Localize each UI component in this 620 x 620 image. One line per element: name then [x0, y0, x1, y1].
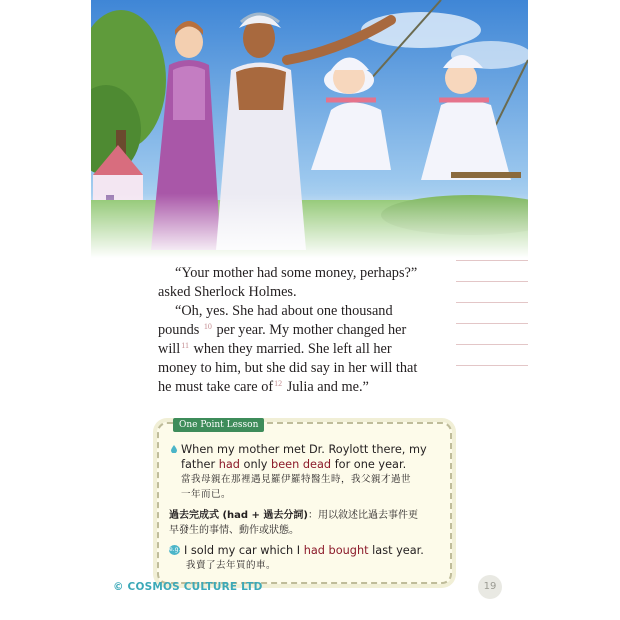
story-line: “Oh, yes. She had about one thousand	[175, 303, 393, 319]
footnote-marker: 12	[274, 379, 283, 388]
translation-line: 一年而已。	[181, 489, 232, 500]
story-paragraph-1	[158, 264, 448, 302]
story-text	[158, 264, 448, 397]
story-line: per year. My mother changed her	[216, 322, 407, 338]
note-line	[456, 281, 528, 282]
note-line	[456, 323, 528, 324]
footnote-marker: 10	[203, 322, 212, 331]
highlight-text: been dead	[271, 458, 332, 471]
lesson-content	[169, 442, 442, 573]
lesson-badge: One Point Lesson	[173, 418, 264, 432]
footnote-marker: 11	[181, 341, 189, 350]
lesson-example-1	[169, 442, 442, 502]
copyright-notice: © COSMOS CULTURE LTD	[113, 581, 263, 593]
example-text: last year.	[372, 544, 424, 557]
story-line: will	[158, 341, 181, 357]
translation-line: 我賣了去年買的車。	[186, 560, 277, 571]
example-text: only	[243, 458, 268, 471]
grammar-heading: 過去完成式 (had + 過去分詞)	[169, 510, 308, 521]
story-paragraph-2	[158, 302, 448, 397]
grammar-text: ：用以敘述比過去事件更	[308, 510, 418, 521]
page-number: 19	[478, 575, 502, 599]
water-drop-icon	[171, 445, 177, 453]
story-line: “Your mother had some money, perhaps?”	[175, 265, 418, 281]
example-icon: e.g.	[169, 546, 181, 553]
one-point-lesson-box	[157, 422, 452, 584]
story-line: Julia and me.”	[286, 379, 369, 395]
story-line: asked Sherlock Holmes.	[158, 284, 297, 300]
example-text: I sold my car which I	[184, 544, 301, 557]
note-lines	[456, 260, 528, 386]
note-line	[456, 302, 528, 303]
highlight-text: had bought	[303, 544, 369, 557]
story-illustration	[91, 0, 528, 258]
illustration-art	[91, 0, 528, 258]
note-line	[456, 365, 528, 366]
translation-line: 當我母親在那裡遇見羅伊羅特醫生時，我父親才過世	[181, 474, 412, 485]
grammar-text: 早發生的事情、動作或狀態。	[169, 525, 299, 536]
story-line: when they married. She left all her	[193, 341, 392, 357]
example-text: When my mother met Dr. Roylott there, my father	[181, 443, 427, 471]
lesson-example-2	[169, 543, 442, 573]
example-text: for one year.	[334, 458, 407, 471]
note-line	[456, 344, 528, 345]
grammar-note	[169, 508, 442, 538]
story-line: money to him, but she did say in her will that	[158, 360, 418, 376]
note-line	[456, 260, 528, 261]
highlight-text: had	[218, 458, 240, 471]
story-line: pounds	[158, 322, 200, 338]
story-line: he must take care of	[158, 379, 274, 395]
